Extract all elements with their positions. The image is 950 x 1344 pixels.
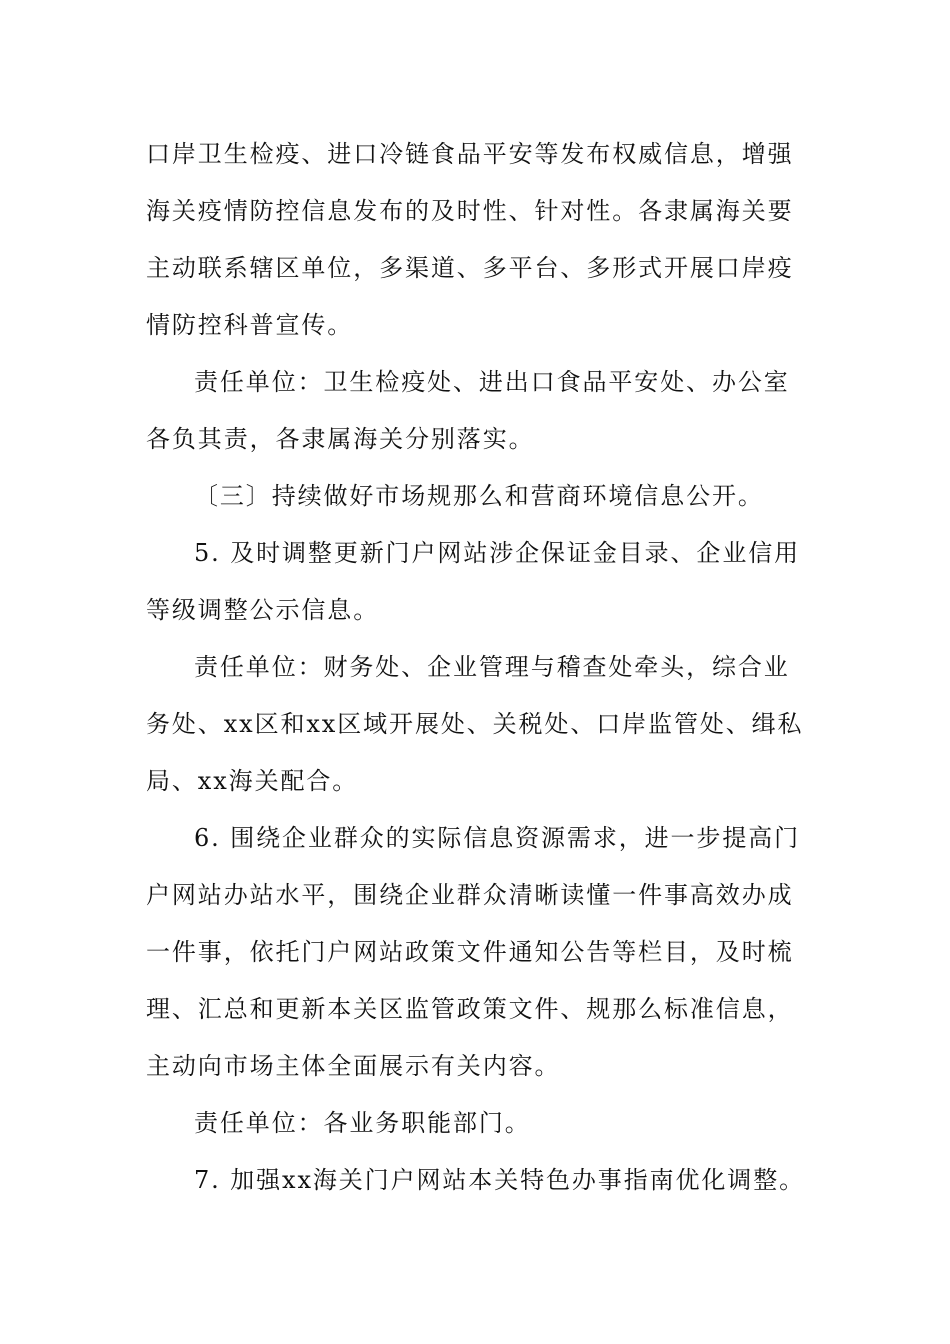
paragraph-item-6 [146,810,806,1095]
text-line: 理、汇总和更新本关区监管政策文件、规那么标准信息， [146,995,794,1023]
paragraph-responsible-units-6 [146,1095,806,1152]
text-line: 海关疫情防控信息发布的及时性、针对性。各隶属海关要 [146,197,794,225]
text-line: 口岸卫生检疫、进口冷链食品平安等发布权威信息，增强 [146,140,794,168]
document-body [146,126,806,1209]
text-line: 情防控科普宣传。 [146,311,354,339]
text-line: 责任单位：财务处、企业管理与稽查处牵头，综合业 [194,653,790,681]
text-line: 5. 及时调整更新门户网站涉企保证金目录、企业信用 [194,539,801,567]
text-line: 主动联系辖区单位，多渠道、多平台、多形式开展口岸疫 [146,254,794,282]
text-line: 〔三〕持续做好市场规那么和营商环境信息公开。 [194,482,764,510]
text-line: 各负其责，各隶属海关分别落实。 [146,425,535,453]
text-line: 6. 围绕企业群众的实际信息资源需求，进一步提高门 [194,824,801,852]
paragraph-item-7 [146,1152,806,1209]
paragraph-epidemic-info [146,126,806,354]
paragraph-item-5 [146,525,806,639]
paragraph-responsible-units-5 [146,639,806,810]
text-line: 局、xx海关配合。 [146,767,359,795]
text-line: 责任单位：卫生检疫处、进出口食品平安处、办公室 [194,368,790,396]
paragraph-responsible-units-1 [146,354,806,468]
text-line: 主动向市场主体全面展示有关内容。 [146,1052,561,1080]
text-line: 责任单位：各业务职能部门。 [194,1109,531,1137]
text-line: 一件事，依托门户网站政策文件通知公告等栏目，及时梳 [146,938,794,966]
text-line: 等级调整公示信息。 [146,596,380,624]
text-line: 务处、xx区和xx区域开展处、关税处、口岸监管处、缉私 [146,710,804,738]
text-line: 户网站办站水平，围绕企业群众清晰读懂一件事高效办成 [146,881,794,909]
section-heading-3 [146,468,806,525]
text-line: 7. 加强xx海关门户网站本关特色办事指南优化调整。 [194,1166,805,1194]
